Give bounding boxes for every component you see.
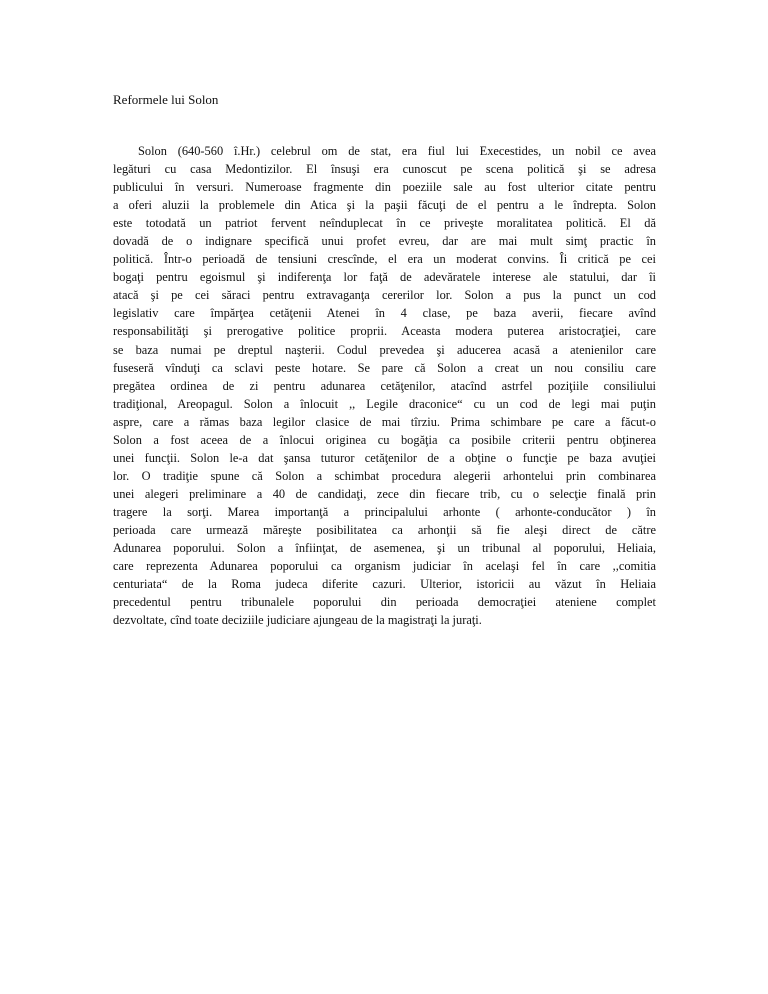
paragraph-line: fuseseră vînduţi ca sclavi peste hotare. Se pare că Solon a creat un nou consiliu care — [113, 360, 656, 375]
paragraph-line: perioada care urmează măreşte posibilitatea ca arhonţii să fie aleşi direct de către — [113, 522, 656, 537]
paragraph-line: este totodată un patriot fervent neînduplecat în ce priveşte moralitatea politică. El dă — [113, 216, 656, 231]
paragraph-line: care reprezenta Adunarea poporului ca organism judiciar în acelaşi fel în care ,,comitia — [113, 559, 656, 574]
paragraph-line: legături cu casa Medontizilor. El însuşi era cunoscut pe scena politică şi se adresa — [113, 162, 656, 177]
paragraph-line: Solon (640-560 î.Hr.) celebrul om de stat, era fiul lui Execestides, un nobil ce avea — [138, 144, 656, 158]
paragraph-line: dezvoltate, cînd toate deciziile judiciare ajungeau de la magistraţi la juraţi. — [113, 613, 482, 628]
paragraph-line: Solon a fost aceea de a înlocui originea cu bogăţia ca posibile criterii pentru obţinerea — [113, 432, 656, 447]
paragraph-line: dovadă de o indignare specifică unui profet evreu, dar are mai mult simţ practic în — [113, 234, 656, 249]
paragraph-line: legislativ care împărţea cetăţenii Atenei în 4 clase, pe baza averii, fiecare avînd — [113, 306, 656, 321]
paragraph-line: publicului în versuri. Numeroase fragmente din poeziile sale au fost ulterior citate pentru — [113, 180, 656, 195]
paragraph-line: lor. O tradiţie spune că Solon a schimbat procedura alegerii arhontelui prin combinarea — [113, 468, 656, 483]
paragraph-line: pregătea ordinea de zi pentru adunarea cetăţenilor, atacînd astrfel poziţiile consiliului — [113, 378, 656, 393]
paragraph-line: se baza numai pe dreptul naşterii. Codul prevedea şi aducerea acasă a atenienilor care — [113, 342, 656, 357]
paragraph-line: unei alegeri preliminare a 40 de candidaţi, zece din fiecare trib, cu o selecţie finală prin — [113, 486, 656, 501]
body-paragraph — [113, 142, 656, 629]
paragraph-line: bogaţi pentru egoismul şi indiferenţa lor faţă de adevăratele interese ale statului, dar îi — [113, 270, 656, 285]
paragraph-line: tragere la sorţi. Marea importanţă a principalului arhonte ( arhonte-conducător ) în — [113, 504, 656, 519]
paragraph-line: Adunarea poporului. Solon a înfiinţat, de asemenea, şi un tribunal al poporului, Heliaia, — [113, 541, 656, 556]
paragraph-line: precedentul pentru tribunalele poporului din perioada democraţiei ateniene complet — [113, 595, 656, 610]
document-title: Reformele lui Solon — [113, 92, 219, 107]
paragraph-line: a oferi aluzii la problemele din Atica şi la paşii făcuţi de el pentru a le îndrepta. Solon — [113, 198, 656, 213]
paragraph-line: aspre, care a rămas baza legilor clasice de mai tîrziu. Prima schimbare pe care a făcut-o — [113, 414, 656, 429]
paragraph-line: atacă şi pe cei săraci pentru extravaganţa cererilor lor. Solon a pus la punct un cod — [113, 288, 656, 303]
paragraph-line: unei funcţii. Solon le-a dat şansa tuturor cetăţenilor de a obţine o funcţie pe baza avuţiei — [113, 450, 656, 465]
paragraph-line: centuriata“ de la Roma judeca diferite cazuri. Ulterior, istoricii au văzut în Heliaia — [113, 577, 656, 592]
paragraph-line: responsabilităţi şi prerogative politice proprii. Aceasta modera puterea aristocraţiei, care — [113, 324, 656, 339]
paragraph-line: politică. Într-o perioadă de tensiuni crescînde, el era un moderat convins. Îi critică pe cei — [113, 252, 656, 267]
paragraph-line: tradiţional, Areopagul. Solon a înlocuit ,, Legile draconice“ cu un cod de legi mai puţin — [113, 396, 656, 411]
